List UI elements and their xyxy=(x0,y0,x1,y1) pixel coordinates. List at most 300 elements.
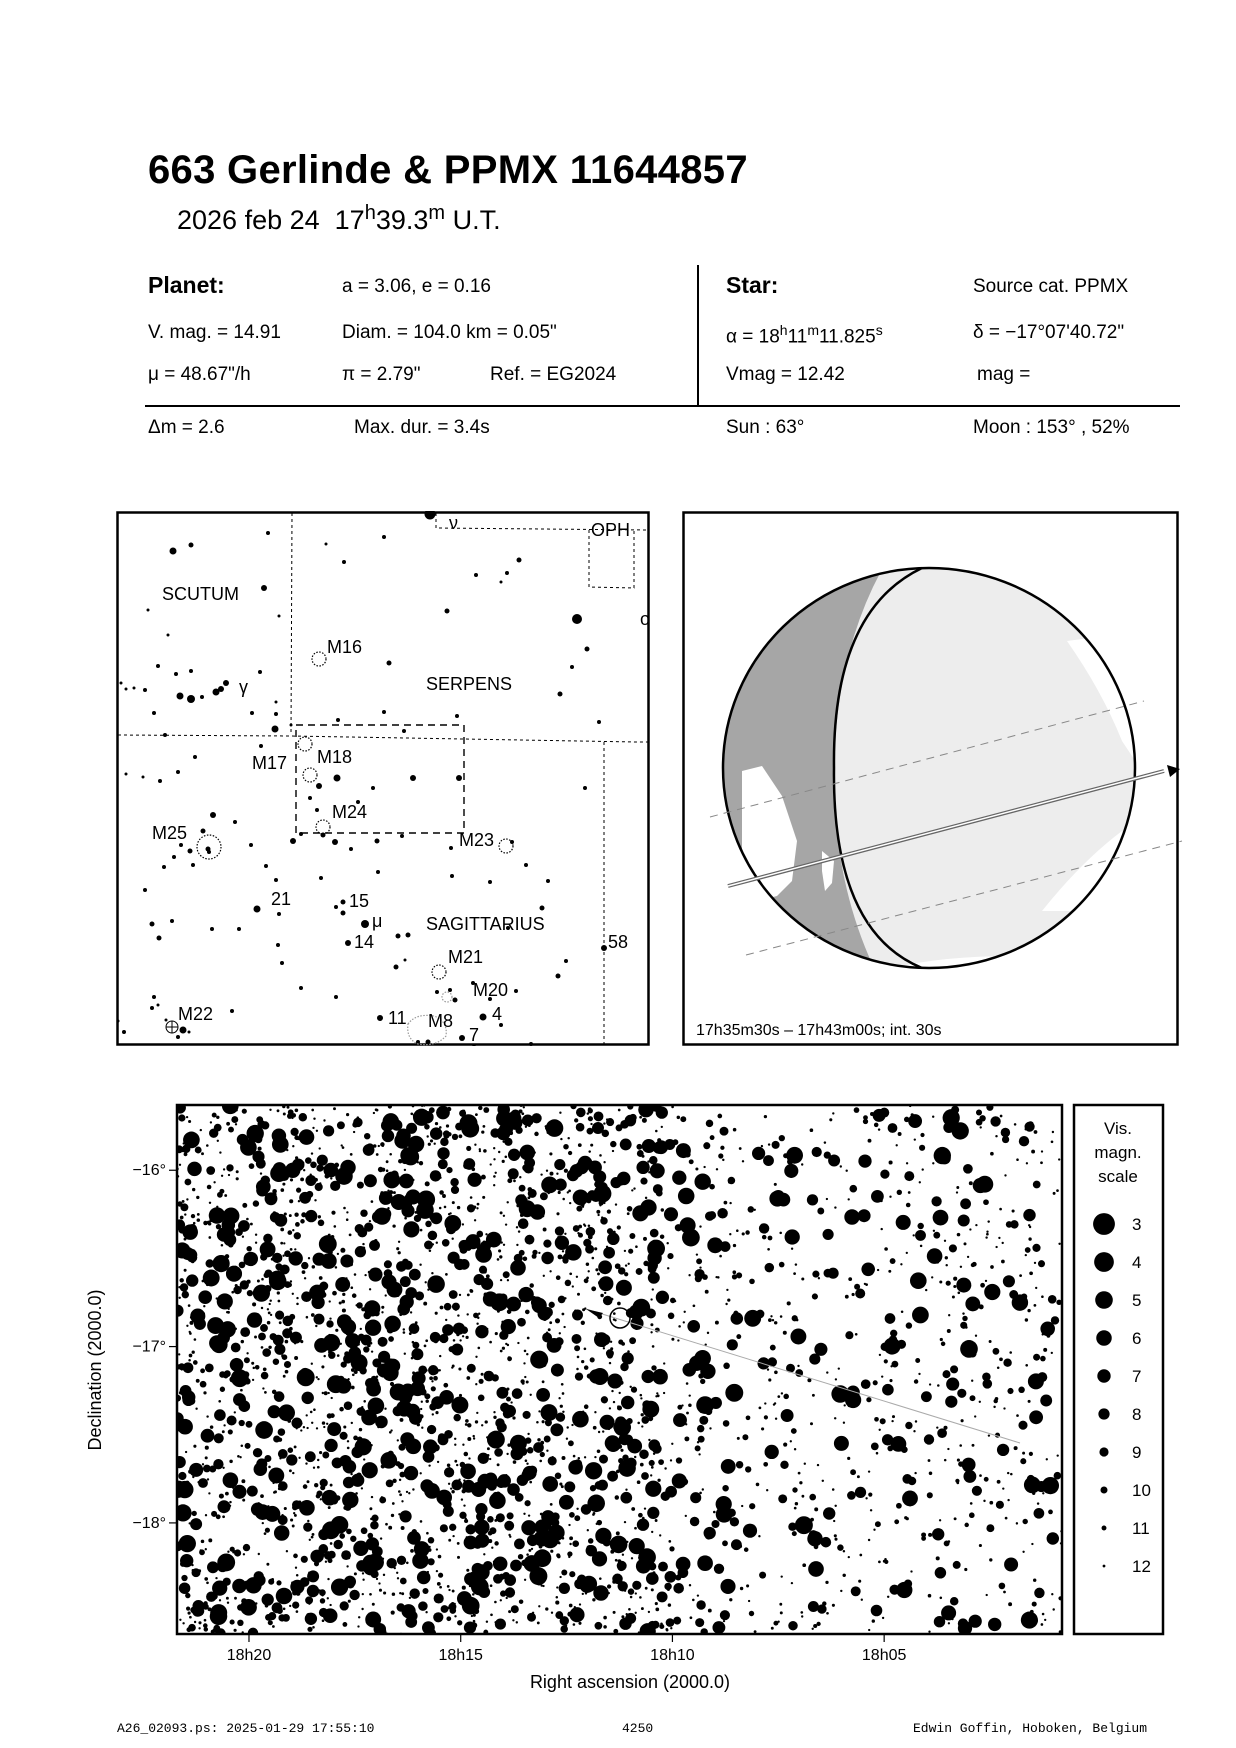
field-star xyxy=(560,1625,568,1633)
field-star xyxy=(547,1335,549,1337)
field-star xyxy=(240,1327,250,1337)
field-star xyxy=(639,1116,642,1119)
field-star xyxy=(486,1328,488,1330)
field-star xyxy=(784,1164,798,1178)
field-star xyxy=(205,1514,207,1516)
field-star xyxy=(467,1364,476,1373)
field-star xyxy=(477,1474,492,1489)
field-star xyxy=(990,1265,994,1269)
field-star xyxy=(400,1510,412,1522)
field-star xyxy=(549,1302,555,1308)
field-star xyxy=(300,1422,302,1424)
field-star xyxy=(402,1259,409,1266)
finder-star xyxy=(406,933,411,938)
legend-dot-mag-9 xyxy=(1099,1447,1108,1456)
field-star xyxy=(381,1311,383,1313)
field-star xyxy=(218,1500,231,1513)
field-star xyxy=(847,1457,850,1460)
field-star xyxy=(607,1373,622,1388)
field-star xyxy=(351,1422,353,1424)
finder-star xyxy=(210,927,214,931)
field-star xyxy=(395,1461,400,1466)
field-star xyxy=(314,1561,319,1566)
label-m8: M8 xyxy=(428,1011,454,1031)
field-star xyxy=(206,1415,208,1417)
field-star xyxy=(634,1527,637,1530)
field-star xyxy=(473,1620,476,1623)
field-star xyxy=(756,1483,760,1487)
field-star xyxy=(1034,1130,1038,1134)
field-star xyxy=(404,1169,406,1171)
field-star xyxy=(651,1588,654,1591)
field-star xyxy=(191,1214,195,1218)
field-star xyxy=(559,1332,561,1334)
field-star xyxy=(576,1276,578,1278)
finder-star xyxy=(189,669,193,673)
field-star xyxy=(877,1269,879,1271)
legend-title-2: magn. xyxy=(1094,1143,1142,1162)
field-star xyxy=(350,1286,353,1289)
field-star xyxy=(216,1116,219,1119)
field-star xyxy=(305,1462,307,1464)
field-star xyxy=(889,1379,892,1382)
field-star xyxy=(614,1319,616,1321)
field-star xyxy=(850,1469,856,1475)
field-star xyxy=(424,1124,430,1130)
field-star xyxy=(472,1435,474,1437)
planet-diameter: Diam. = 104.0 km = 0.05" xyxy=(342,322,557,343)
field-star xyxy=(300,1177,304,1181)
field-star xyxy=(536,1388,550,1402)
field-star xyxy=(284,1599,286,1601)
field-star xyxy=(845,1295,849,1299)
finder-star xyxy=(396,934,401,939)
field-star xyxy=(458,1479,460,1481)
field-star xyxy=(989,1558,992,1561)
field-star xyxy=(189,1332,192,1335)
field-star xyxy=(983,1199,989,1205)
field-star xyxy=(649,1460,655,1466)
field-star xyxy=(871,1605,883,1617)
field-star xyxy=(621,1396,634,1409)
field-star xyxy=(223,1374,228,1379)
field-star xyxy=(946,1378,959,1391)
field-star xyxy=(461,1120,479,1138)
field-star xyxy=(333,1107,336,1110)
field-star xyxy=(908,1114,922,1128)
field-star xyxy=(976,1109,982,1115)
finder-star xyxy=(133,687,136,690)
field-star xyxy=(595,1528,611,1544)
field-star xyxy=(278,1173,284,1179)
finder-star xyxy=(250,711,254,715)
field-star xyxy=(550,1550,553,1553)
legend-dot-mag-6 xyxy=(1096,1330,1112,1346)
field-star xyxy=(891,1420,893,1422)
field-star xyxy=(181,1575,187,1581)
finder-star xyxy=(546,879,550,883)
field-star xyxy=(823,1229,834,1240)
field-star xyxy=(186,1198,188,1200)
field-star xyxy=(459,1602,461,1604)
field-star xyxy=(341,1550,351,1560)
field-star xyxy=(1005,1517,1008,1520)
field-star xyxy=(718,1404,721,1407)
field-star xyxy=(861,1263,875,1277)
field-star xyxy=(690,1492,701,1503)
field-star xyxy=(832,1604,835,1607)
field-star xyxy=(995,1135,997,1137)
field-star xyxy=(683,1321,685,1323)
field-star xyxy=(965,1296,980,1311)
field-star xyxy=(214,1124,222,1132)
field-star xyxy=(426,1135,428,1137)
field-star xyxy=(838,1367,840,1369)
field-star xyxy=(315,1325,317,1327)
field-star xyxy=(351,1474,364,1487)
finder-star xyxy=(254,906,261,913)
field-star xyxy=(457,1620,462,1625)
field-star xyxy=(203,1270,220,1287)
field-star xyxy=(569,1512,575,1518)
field-star xyxy=(331,1211,335,1215)
field-star xyxy=(467,1423,471,1427)
field-star xyxy=(542,1380,545,1383)
field-star xyxy=(327,1413,332,1418)
field-star xyxy=(720,1579,735,1594)
field-star xyxy=(603,1625,607,1629)
field-star xyxy=(952,1296,955,1299)
field-star xyxy=(361,1608,363,1610)
field-star xyxy=(457,1542,460,1545)
field-star xyxy=(384,1260,392,1268)
field-star xyxy=(439,1586,442,1589)
field-star xyxy=(420,1229,423,1232)
field-star xyxy=(493,1411,495,1413)
finder-star xyxy=(223,680,229,686)
finder-star xyxy=(162,865,166,869)
field-star xyxy=(270,1333,277,1340)
field-star xyxy=(317,1378,319,1380)
field-star xyxy=(229,1460,232,1463)
field-star xyxy=(848,1198,850,1200)
field-star xyxy=(386,1558,396,1568)
field-star xyxy=(878,1128,880,1130)
field-star xyxy=(272,1129,287,1144)
field-star xyxy=(524,1157,535,1168)
field-star xyxy=(212,1113,217,1118)
label-mu: μ xyxy=(372,911,383,931)
field-star xyxy=(596,1210,600,1214)
field-star xyxy=(729,1202,731,1204)
field-star xyxy=(466,1536,468,1538)
field-star xyxy=(327,1422,341,1436)
field-star xyxy=(686,1412,689,1415)
field-star xyxy=(454,1615,456,1617)
field-star xyxy=(794,1507,797,1510)
max-duration: Max. dur. = 3.4s xyxy=(354,417,490,438)
field-star xyxy=(986,1231,988,1233)
field-star xyxy=(555,1601,559,1605)
field-star xyxy=(296,1297,298,1299)
field-star xyxy=(979,1401,981,1403)
field-star xyxy=(551,1364,564,1377)
legend-title-3: scale xyxy=(1098,1167,1138,1186)
field-star xyxy=(397,1556,406,1565)
field-star xyxy=(444,1215,461,1232)
field-star xyxy=(979,1304,984,1309)
field-star xyxy=(722,1485,729,1492)
field-star xyxy=(246,1611,248,1613)
field-star xyxy=(773,1403,775,1405)
field-star xyxy=(373,1144,377,1148)
field-star xyxy=(823,1507,835,1519)
field-star xyxy=(672,1139,678,1145)
field-star xyxy=(573,1455,576,1458)
field-star xyxy=(1016,1522,1018,1524)
finder-star xyxy=(500,581,503,584)
field-star xyxy=(482,1196,485,1199)
field-star xyxy=(556,1212,559,1215)
field-star xyxy=(773,1621,778,1626)
field-star xyxy=(292,1472,294,1474)
field-star xyxy=(556,1586,558,1588)
field-star xyxy=(936,1426,938,1428)
field-star xyxy=(442,1324,454,1336)
field-star xyxy=(386,1169,389,1172)
field-star xyxy=(1008,1602,1012,1606)
finder-star xyxy=(325,543,328,546)
field-star xyxy=(648,1416,653,1421)
field-star xyxy=(582,1593,584,1595)
field-star xyxy=(609,1407,611,1409)
field-star xyxy=(477,1244,483,1250)
field-star xyxy=(893,1344,896,1347)
field-star xyxy=(269,1303,271,1305)
field-star xyxy=(918,1373,920,1375)
finder-star xyxy=(290,838,296,844)
field-star xyxy=(948,1111,951,1114)
field-star xyxy=(382,1558,384,1560)
field-star xyxy=(477,1347,480,1350)
field-star xyxy=(626,1497,629,1500)
field-star xyxy=(880,1169,889,1178)
field-star xyxy=(226,1164,233,1171)
field-star xyxy=(307,1627,312,1632)
field-star xyxy=(289,1605,291,1607)
field-star xyxy=(558,1397,560,1399)
field-star xyxy=(339,1301,342,1304)
field-star xyxy=(268,1579,274,1585)
field-star xyxy=(473,1437,475,1439)
field-star xyxy=(891,1436,907,1452)
field-star xyxy=(876,1452,879,1455)
moon-info: Moon : 153° , 52% xyxy=(973,417,1130,438)
finder-star xyxy=(505,571,509,575)
field-star xyxy=(481,1130,484,1133)
field-star xyxy=(283,1113,286,1116)
field-star xyxy=(502,1140,505,1143)
y-axis-label: Declination (2000.0) xyxy=(85,1289,105,1451)
field-star xyxy=(500,1279,502,1281)
field-star xyxy=(305,1157,312,1164)
field-star xyxy=(366,1617,375,1626)
field-star xyxy=(239,1420,245,1426)
finder-star xyxy=(187,695,195,703)
field-star xyxy=(182,1390,195,1403)
field-star xyxy=(768,1236,773,1241)
field-star xyxy=(210,1425,214,1429)
field-star xyxy=(319,1147,321,1149)
field-star xyxy=(540,1192,548,1200)
field-star xyxy=(483,1553,485,1555)
field-star xyxy=(902,1474,912,1484)
field-star xyxy=(687,1320,700,1333)
field-star xyxy=(808,1601,819,1612)
field-star xyxy=(186,1116,188,1118)
field-star xyxy=(932,1528,944,1540)
field-star xyxy=(588,1270,590,1272)
field-star xyxy=(525,1235,535,1245)
field-star xyxy=(709,1427,711,1429)
field-star xyxy=(821,1537,832,1548)
field-star xyxy=(848,1277,852,1281)
field-star xyxy=(493,1557,508,1572)
field-star xyxy=(275,1263,282,1270)
field-star xyxy=(588,1538,594,1544)
field-star xyxy=(659,1534,661,1536)
finder-star xyxy=(150,1006,154,1010)
field-star xyxy=(474,1219,476,1221)
field-star xyxy=(1000,1115,1003,1118)
field-star xyxy=(964,1568,967,1571)
field-star xyxy=(904,1580,912,1588)
field-star xyxy=(465,1245,471,1251)
field-star xyxy=(1022,1519,1027,1524)
field-star xyxy=(306,1316,309,1319)
finder-star xyxy=(152,995,156,999)
field-star xyxy=(798,1472,801,1475)
field-star xyxy=(442,1194,446,1198)
field-star xyxy=(487,1447,490,1450)
field-star xyxy=(395,1139,398,1142)
field-star xyxy=(495,1418,504,1427)
field-star xyxy=(707,1332,709,1334)
field-star xyxy=(745,1466,751,1472)
field-star xyxy=(1002,1242,1004,1244)
field-star xyxy=(291,1581,294,1584)
field-star xyxy=(339,1407,344,1412)
field-star xyxy=(293,1554,298,1559)
field-star xyxy=(315,1183,323,1191)
finder-star xyxy=(143,888,147,892)
field-star xyxy=(544,1310,551,1317)
field-star xyxy=(656,1392,658,1394)
field-star xyxy=(429,1403,436,1410)
field-star xyxy=(412,1179,415,1182)
field-star xyxy=(444,1303,452,1311)
field-star xyxy=(668,1603,671,1606)
field-star xyxy=(459,1110,466,1117)
field-star xyxy=(635,1592,637,1594)
field-star xyxy=(607,1471,618,1482)
field-star xyxy=(408,1492,410,1494)
field-star xyxy=(595,1268,598,1271)
field-star xyxy=(906,1322,912,1328)
field-star xyxy=(268,1620,273,1625)
field-star xyxy=(274,1471,277,1474)
field-star xyxy=(723,1620,725,1622)
label-21: 21 xyxy=(271,889,292,909)
field-star xyxy=(300,1577,310,1587)
field-star xyxy=(664,1467,666,1469)
field-star xyxy=(268,1312,271,1315)
field-star xyxy=(493,1147,495,1149)
field-star xyxy=(300,1429,302,1431)
field-star xyxy=(733,1244,736,1247)
field-star xyxy=(816,1622,820,1626)
field-star xyxy=(1046,1458,1048,1460)
field-star xyxy=(401,1526,405,1530)
field-star xyxy=(793,1165,796,1168)
field-star xyxy=(494,1448,503,1457)
field-star xyxy=(291,1336,294,1339)
field-star xyxy=(348,1326,352,1330)
field-star xyxy=(334,1225,337,1228)
field-star xyxy=(187,1162,201,1176)
field-star xyxy=(299,1113,308,1122)
field-star xyxy=(240,1389,243,1392)
field-star xyxy=(439,1355,441,1357)
field-star xyxy=(1028,1237,1031,1240)
field-star xyxy=(424,1241,433,1250)
field-star xyxy=(517,1113,519,1115)
field-star xyxy=(670,1298,676,1304)
field-star xyxy=(641,1607,644,1610)
field-star xyxy=(438,1555,442,1559)
field-star xyxy=(426,1532,429,1535)
field-star xyxy=(676,1557,691,1572)
field-star xyxy=(761,1427,764,1430)
field-star xyxy=(986,1233,989,1236)
field-star xyxy=(547,1131,550,1134)
field-star xyxy=(982,1379,992,1389)
field-star xyxy=(948,1622,950,1624)
field-star xyxy=(194,1318,206,1330)
field-star xyxy=(648,1272,660,1284)
field-star xyxy=(1001,1128,1010,1137)
field-star xyxy=(350,1153,353,1156)
field-star xyxy=(227,1415,237,1425)
field-star xyxy=(670,1627,672,1629)
field-star xyxy=(199,1549,205,1555)
field-star xyxy=(529,1481,532,1484)
field-star xyxy=(541,1584,543,1586)
field-star xyxy=(559,1495,574,1510)
field-star xyxy=(305,1613,317,1625)
field-star xyxy=(358,1616,360,1618)
field-star xyxy=(476,1527,479,1530)
field-star xyxy=(327,1578,329,1580)
field-star xyxy=(303,1484,308,1489)
field-star xyxy=(185,1593,190,1598)
field-star xyxy=(759,1407,762,1410)
field-star xyxy=(182,1291,189,1298)
field-star xyxy=(802,1495,805,1498)
finder-star xyxy=(517,558,522,563)
field-star xyxy=(788,1621,798,1631)
field-star xyxy=(452,1303,460,1311)
